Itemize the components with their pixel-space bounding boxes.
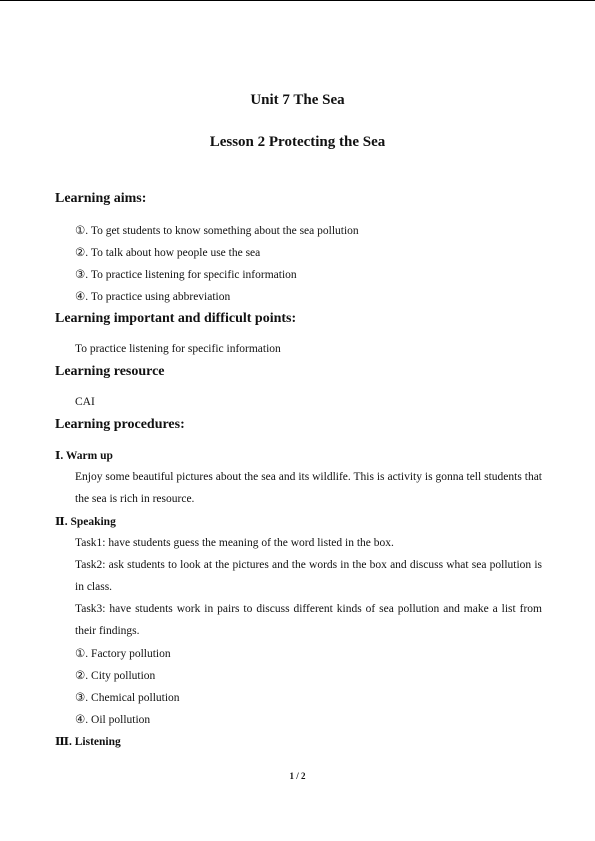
warm-up-heading: Ⅰ. Warm up: [55, 450, 113, 462]
learning-procedures-heading: Learning procedures:: [55, 417, 185, 432]
aim-item: ②. To talk about how people use the sea: [75, 247, 261, 259]
aim-item: ④. To practice using abbreviation: [75, 291, 231, 303]
unit-title: Unit 7 The Sea: [250, 92, 345, 108]
page-number: 1 / 2: [289, 771, 306, 781]
learning-resource-heading: Learning resource: [55, 364, 165, 379]
page-top-rule: [0, 0, 595, 1]
task-1-text: Task1: have students guess the meaning of the word listed in the box.: [75, 537, 394, 549]
aim-item: ③. To practice listening for specific information: [75, 269, 297, 281]
aim-item: ①. To get students to know something about the sea pollution: [75, 225, 359, 237]
pollution-item: ①. Factory pollution: [75, 648, 171, 660]
warm-up-text: Enjoy some beautiful pictures about the sea and its wildlife. This is activity is gonna tell students that the sea is rich in resource.: [75, 471, 542, 505]
learning-aims-heading: Learning aims:: [55, 191, 147, 206]
pollution-item: ②. City pollution: [75, 670, 156, 682]
pollution-item: ③. Chemical pollution: [75, 692, 180, 704]
key-points-heading: Learning important and difficult points:: [55, 311, 297, 326]
speaking-heading: Ⅱ. Speaking: [55, 516, 116, 528]
listening-heading: Ⅲ. Listening: [55, 736, 121, 748]
lesson-title: Lesson 2 Protecting the Sea: [209, 134, 386, 150]
key-points-text: To practice listening for specific information: [75, 343, 281, 355]
pollution-item: ④. Oil pollution: [75, 714, 151, 726]
task-3-text: Task3: have students work in pairs to discuss different kinds of sea pollution and make a list from their findings.: [75, 603, 542, 637]
learning-resource-text: CAI: [75, 396, 95, 408]
task-2-text: Task2: ask students to look at the pictures and the words in the box and discuss what sea pollution is in class.: [75, 559, 542, 593]
